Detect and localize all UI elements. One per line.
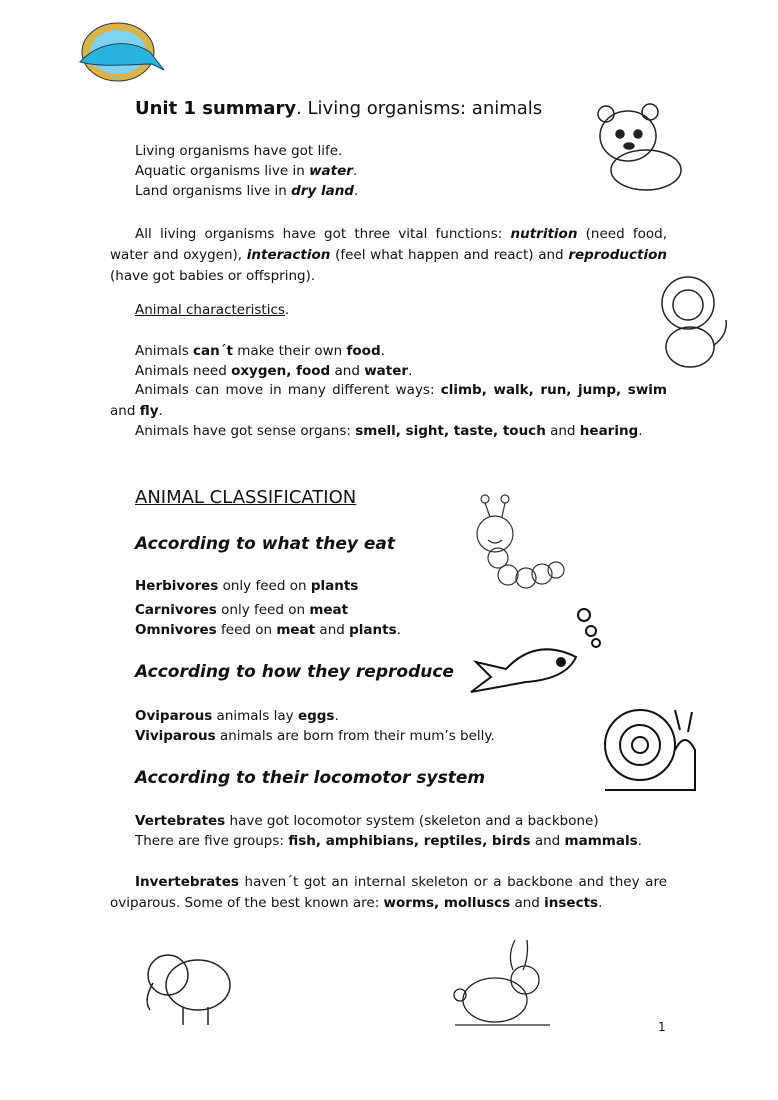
herbivores-line: Herbivores only feed on plants: [135, 578, 359, 594]
omnivores-line: Omnivores feed on meat and plants.: [135, 622, 401, 638]
reproduce-heading: According to how they reproduce: [135, 662, 454, 682]
locomotor-heading: According to their locomotor system: [135, 768, 486, 788]
fish-illustration: [466, 607, 611, 702]
school-logo: [78, 20, 168, 82]
characteristics-heading: Animal characteristics.: [135, 302, 290, 318]
caterpillar-illustration: [460, 492, 570, 597]
eat-heading: According to what they eat: [135, 534, 395, 554]
vital-functions-paragraph: All living organisms have got three vital functions: nutrition (need food, water and oxygen), interaction (feel what happen and react) and reproduction (have got babies or offspring).: [110, 226, 667, 284]
intro-line: Land organisms live in dry land.: [135, 183, 359, 199]
elephant-illustration: [138, 945, 238, 1030]
viviparous-line: Viviparous animals are born from their mum’s belly.: [135, 728, 495, 744]
characteristic-line: Animals need oxygen, food and water.: [135, 363, 413, 379]
vertebrates-line: Vertebrates have got locomotor system (skeleton and a backbone): [135, 813, 599, 829]
snail-illustration: [600, 700, 705, 800]
characteristic-line: Animals have got sense organs: smell, sight, taste, touch and hearing.: [135, 423, 643, 439]
intro-line: Living organisms have got life.: [135, 143, 343, 159]
groups-line: There are five groups: fish, amphibians, reptiles, birds and mammals.: [135, 833, 642, 849]
characteristic-line: Animals can move in many different ways: climb, walk, run, jump, swim and fly.: [110, 382, 667, 419]
page-title: Unit 1 summary. Living organisms: animals: [135, 98, 543, 119]
page-number: 1: [658, 1020, 666, 1034]
bear-illustration: [588, 100, 688, 195]
lion-illustration: [658, 275, 733, 370]
invertebrates-paragraph: Invertebrates haven´t got an internal skeleton or a backbone and they are oviparous. Some of the best known are: worms, molluscs and insects.: [110, 874, 667, 911]
classification-heading: ANIMAL CLASSIFICATION: [135, 487, 357, 508]
intro-line: Aquatic organisms live in water.: [135, 163, 358, 179]
oviparous-line: Oviparous animals lay eggs.: [135, 708, 339, 724]
rabbit-illustration: [445, 935, 555, 1030]
carnivores-line: Carnivores only feed on meat: [135, 602, 349, 618]
characteristic-line: Animals can´t make their own food.: [135, 343, 385, 359]
